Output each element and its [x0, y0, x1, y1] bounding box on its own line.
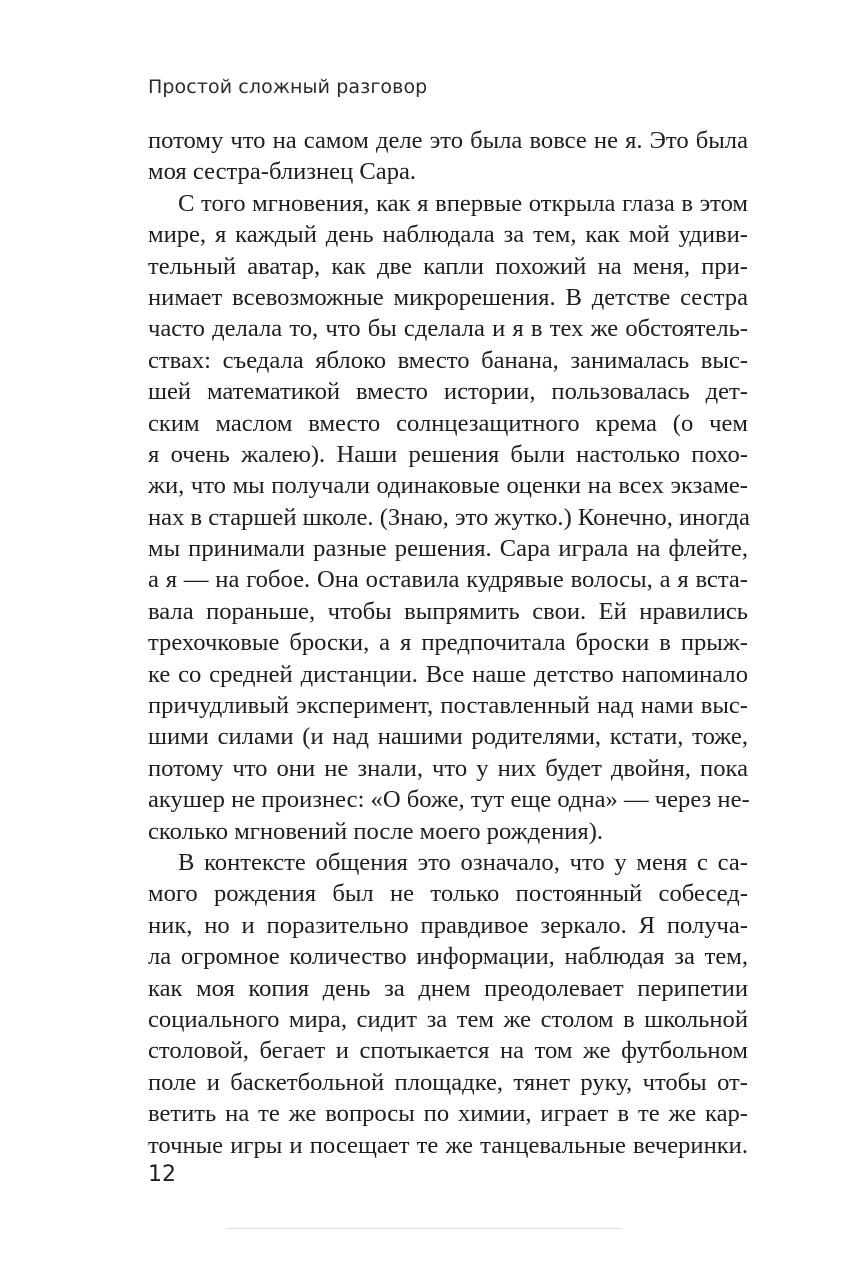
body-text	[148, 125, 748, 1161]
bottom-divider	[226, 1228, 622, 1229]
text-line: ветить на те же вопросы по химии, играет в те же кар-	[148, 1100, 748, 1128]
text-line: потому что они не знали, что у них будет двойня, пока	[148, 754, 748, 782]
page-number: 12	[148, 1162, 176, 1187]
text-line: мире, я каждый день наблюдала за тем, как мой удиви-	[148, 221, 748, 249]
text-line: столовой, бегает и спотыкается на том же футбольном	[148, 1037, 748, 1065]
text-line: нимает всевозможные микрорешения. В детстве сестра	[148, 283, 748, 311]
running-title: Простой сложный разговор	[148, 76, 428, 98]
text-line: а я — на гобое. Она оставила кудрявые волосы, а я вста-	[148, 566, 748, 594]
text-line: акушер не произнес: «О боже, тут еще одна» — через не-	[148, 786, 750, 814]
text-line: шей математикой вместо истории, пользовалась дет-	[148, 378, 748, 406]
text-line: мого рождения был не только постоянный собесед-	[148, 880, 748, 908]
text-line: социального мира, сидит за тем же столом в школьной	[148, 1005, 748, 1033]
text-line: точные игры и посещает те же танцевальные вечеринки.	[148, 1131, 748, 1159]
text-line: В контексте общения это означало, что у меня с са-	[178, 848, 748, 876]
text-line: С того мгновения, как я впервые открыла глаза в этом	[178, 189, 748, 217]
text-line: причудливый эксперимент, поставленный над нами выс-	[148, 692, 748, 720]
text-line: мы принимали разные решения. Сара играла на флейте,	[148, 535, 748, 563]
text-line: ник, но и поразительно правдивое зеркало. Я получа-	[148, 911, 748, 939]
text-line: часто делала то, что бы сделала и я в тех же обстоятель-	[148, 315, 748, 343]
text-line: я очень жалею). Наши решения были настолько похо-	[148, 440, 748, 468]
text-line: тельный аватар, как две капли похожий на меня, при-	[148, 252, 748, 280]
text-line: моя сестра-близнец Сара.	[148, 158, 417, 186]
text-line: поле и баскетбольной площадке, тянет руку, чтобы от-	[148, 1068, 748, 1096]
text-line: сколько мгновений после моего рождения).	[148, 817, 604, 845]
text-line: трехочковые броски, а я предпочитала броски в прыж-	[148, 629, 748, 657]
text-line: ке со средней дистанции. Все наше детство напоминало	[148, 660, 748, 688]
text-line: потому что на самом деле это была вовсе не я. Это была	[148, 127, 748, 154]
text-line: как моя копия день за днем преодолевает перипетии	[148, 974, 748, 1002]
text-line: ствах: съедала яблоко вместо банана, занималась выс-	[148, 346, 748, 374]
text-line: жи, что мы получали одинаковые оценки на всех экзаме-	[148, 472, 748, 500]
text-line: вала пораньше, чтобы выпрямить свои. Ей нравились	[148, 597, 748, 625]
text-line: ла огромное количество информации, наблюдая за тем,	[148, 943, 748, 971]
text-line: нах в старшей школе. (Знаю, это жутко.) Конечно, иногда	[148, 503, 750, 531]
text-line: шими силами (и над нашими родителями, кстати, тоже,	[148, 723, 748, 751]
text-line: ским маслом вместо солнцезащитного крема (о чем	[148, 409, 748, 437]
